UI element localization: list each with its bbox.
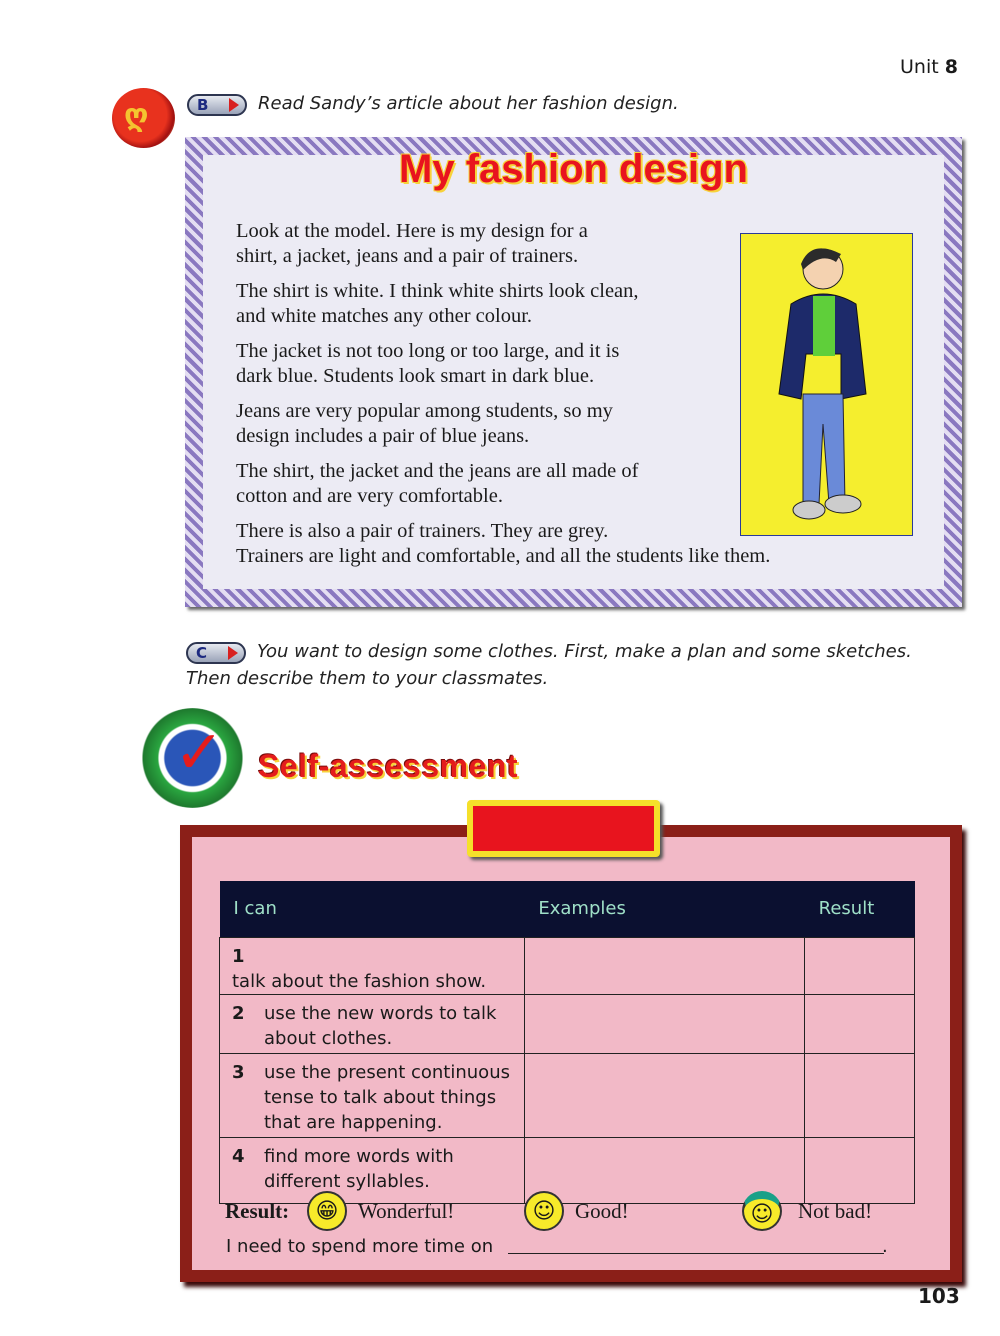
unit-label <box>900 56 958 78</box>
reading-section-icon: ღ <box>112 88 175 148</box>
table-row <box>220 1053 915 1137</box>
article-line: cotton and are very comfortable. <box>236 485 503 507</box>
need-more-time-label: I need to spend more time on <box>226 1236 494 1257</box>
table-header-row <box>220 881 915 937</box>
article-line: and white matches any other colour. <box>236 305 533 327</box>
self-assessment-table <box>219 881 915 1204</box>
smile-with-hat-icon: ☺ <box>742 1191 782 1231</box>
badge-letter: C <box>196 644 208 662</box>
section-b-badge <box>187 94 247 116</box>
big-smile-icon: 😁 <box>307 1191 347 1231</box>
row-text: use the new words to talk about clothes. <box>264 1002 497 1049</box>
table-row <box>220 994 915 1053</box>
article-paragraph-5 <box>236 459 638 509</box>
article-line: Jeans are very popular among students, so my <box>236 400 613 422</box>
section-c-instruction-line1: You want to design some clothes. First, make a plan and some sketches. <box>257 641 912 662</box>
result-label: Result: <box>225 1199 290 1223</box>
section-b-instruction: Read Sandy’s article about her fashion design. <box>258 93 679 114</box>
article-line: The jacket is not too long or too large, and it is <box>236 340 620 362</box>
article-line: The shirt is white. I think white shirts look clean, <box>236 280 639 302</box>
need-more-time-blank[interactable] <box>508 1253 884 1254</box>
column-header-examples: Examples <box>524 881 804 937</box>
unit-number: 8 <box>944 56 958 78</box>
result-not-bad: Not bad! <box>798 1199 873 1223</box>
row-number: 4 <box>232 1145 245 1167</box>
article-paragraph-6 <box>236 519 770 569</box>
article-line: Trainers are light and comfortable, and all the students like them. <box>236 545 771 567</box>
badge-letter: B <box>197 96 209 114</box>
article-paragraph-2 <box>236 279 639 329</box>
examples-cell[interactable] <box>524 937 804 994</box>
row-text: find more words with different syllables. <box>264 1145 454 1192</box>
smile-icon: ☺ <box>524 1191 564 1231</box>
table-row <box>220 937 915 994</box>
row-text: use the present continuous tense to talk about things that are happening. <box>264 1061 510 1133</box>
row-text: talk about the fashion show. <box>232 970 487 992</box>
checkmark-icon: ✓ <box>140 708 245 808</box>
article-paragraph-1 <box>236 219 588 269</box>
examples-cell[interactable] <box>524 1053 804 1137</box>
row-number: 2 <box>232 1002 245 1024</box>
article-line: shirt, a jacket, jeans and a pair of trainers. <box>236 245 579 267</box>
column-header-i-can: I can <box>220 881 525 937</box>
model-illustration <box>740 233 913 536</box>
article-line: There is also a pair of trainers. They are grey. <box>236 520 609 542</box>
article-line: Look at the model. Here is my design for a <box>236 220 588 242</box>
article-title: My fashion design <box>399 147 748 191</box>
result-cell[interactable] <box>805 994 915 1053</box>
section-c-badge <box>186 642 246 664</box>
examples-cell[interactable] <box>524 994 804 1053</box>
play-arrow-icon <box>228 646 238 660</box>
row-number: 3 <box>232 1061 245 1083</box>
result-cell[interactable] <box>805 1053 915 1137</box>
article-line: The shirt, the jacket and the jeans are all made of <box>236 460 639 482</box>
result-wonderful: Wonderful! <box>358 1199 455 1223</box>
result-cell[interactable] <box>805 1137 915 1203</box>
article-paragraph-3 <box>236 339 619 389</box>
self-assessment-title: Self-assessment <box>258 748 519 784</box>
result-good: Good! <box>575 1199 629 1223</box>
row-number: 1 <box>232 945 245 967</box>
column-header-result: Result <box>805 881 915 937</box>
unit-text: Unit <box>900 56 939 78</box>
section-c-instruction-line2: Then describe them to your classmates. <box>186 668 549 689</box>
page-number: 103 <box>918 1284 960 1308</box>
article-paragraph-4 <box>236 399 613 449</box>
need-period: . <box>882 1236 888 1257</box>
result-cell[interactable] <box>805 937 915 994</box>
board-tab <box>467 800 660 857</box>
article-line: design includes a pair of blue jeans. <box>236 425 530 447</box>
play-arrow-icon <box>229 98 239 112</box>
article-line: dark blue. Students look smart in dark blue. <box>236 365 595 387</box>
